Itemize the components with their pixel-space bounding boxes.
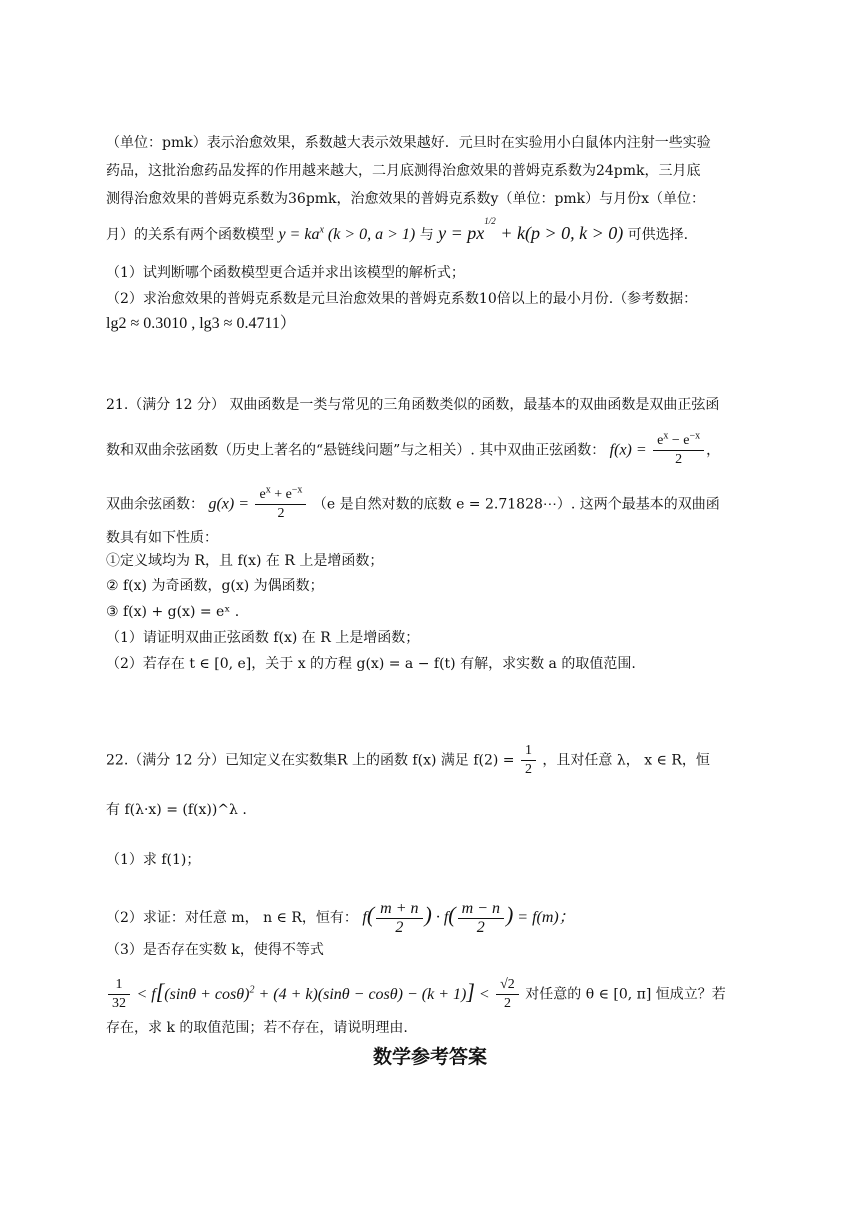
q22-part-1: （1）求 f(1)；	[106, 852, 201, 868]
answer-section-title: 数学参考答案	[372, 1046, 487, 1068]
q20-models-connector: 与	[419, 227, 434, 243]
q21-line-2: 数和双曲余弦函数（历史上著名的“悬链线问题”与之相关）. 其中双曲正弦函数： f(x) = $\frac{e^x - e^{-x}}{2}$ ，	[106, 430, 721, 467]
q21-part-2: （2）若存在 t ∈ [0, e]，关于 x 的方程 g(x) = a − f(t) 有解，求实数 a 的取值范围.	[106, 656, 636, 672]
q21-property-1: ①定义域均为 R，且 f(x) 在 R 上是增函数；	[106, 553, 384, 569]
q20-line-4	[106, 216, 760, 245]
q22-last-line: 存在，求 k 的取值范围；若不存在，请说明理由.	[106, 1020, 408, 1036]
q21-sinh-intro: 数和双曲余弦函数（历史上著名的“悬链线问题”与之相关）. 其中双曲正弦函数：	[106, 442, 606, 459]
q21-sinh-fraction: $\frac{e^x - e^{-x}}{2}$	[653, 432, 704, 469]
q21-line-3	[106, 486, 760, 523]
q22-lower-bound: $\frac{1}{32}$	[108, 976, 130, 1013]
q20-models-tail: 可供选择.	[627, 227, 689, 243]
q22-part-3: （3）是否存在实数 k，使得不等式	[106, 942, 324, 958]
q20-line-2: 药品，这批治愈药品发挥的作用越来越大，二月底测得治愈效果的普姆克系数为24pmk，三月底	[106, 163, 701, 179]
q22-inequality-line	[106, 976, 760, 1013]
q22-intro: 22.（满分 12 分）已知定义在实数集R 上的函数 f(x) 满足 f(2) =	[106, 752, 515, 769]
q20-line-1: （单位：pmk）表示治愈效果，系数越大表示效果越好．元旦时在实验用小白鼠体内注射一些实验	[106, 135, 711, 151]
q22-upper-bound: $\frac{√2}{2}$	[496, 976, 519, 1013]
q20-part-1: （1）试判断哪个函数模型更合适并求出该模型的解析式；	[106, 265, 465, 281]
q21-line-4: 数具有如下性质：	[106, 530, 218, 546]
q21-line-1: 21.（满分 12 分） 双曲函数是一类与常见的三角函数类似的函数，最基本的双曲函数是双曲正弦函	[106, 397, 720, 413]
q22-inequality: < $f[(\sin\theta + \cos\theta)^2 + (4 + k)(\sin\theta - \cos\theta) - (k + 1)]$ <	[136, 978, 490, 1004]
q22-half-fraction: $\frac{1}{2}$	[521, 742, 536, 779]
q20-line-3: 测得治愈效果的普姆克系数为36pmk，治愈效果的普姆克系数y（单位：pmk）与月份x（单位：	[106, 191, 706, 207]
q21-cosh-intro: 双曲余弦函数：	[106, 496, 204, 513]
q21-cosh-formula: g(x) =	[208, 495, 250, 513]
q21-cosh-fraction: $\frac{e^x + e^{-x}}{2}$	[255, 486, 306, 523]
q21-part-1: （1）请证明双曲正弦函数 f(x) 在 R 上是增函数；	[106, 630, 420, 646]
q20-models-intro: 月）的关系有两个函数模型	[106, 227, 274, 243]
q20-model-1: $y = ka^x$ (k > 0, a > 1)	[278, 224, 416, 243]
q21-sinh-formula: f(x) =	[609, 441, 647, 459]
q22-line-2: 有 f(λ·x) = (f(x))^λ .	[106, 802, 247, 818]
q22-part-2	[106, 900, 760, 937]
q22-inequality-tail: 对任意的 θ ∈ [0, π] 恒成立？若	[525, 986, 726, 1003]
q22-part-2-formula: f( $\frac{m + n}{2}$ ) · f( $\frac{m - n}{2}$ ) = f(m)；	[362, 900, 575, 936]
q22-line-1	[106, 742, 760, 779]
q21-property-2: ② f(x) 为奇函数，g(x) 为偶函数；	[106, 578, 324, 594]
q22-part-2-intro: （2）求证：对任意 m， n ∈ R，恒有：	[106, 910, 358, 927]
q20-part-2: （2）求治愈效果的普姆克系数是元旦治愈效果的普姆克系数10倍以上的最小月份.（参考数据：	[106, 291, 698, 307]
q21-e-definition: （e 是自然对数的底数 e = 2.71828⋯）. 这两个最基本的双曲函	[312, 496, 720, 513]
q22-intro-tail: ，且对任意 λ， x ∈ R，恒	[542, 752, 710, 769]
q20-reference-data: lg2 ≈ 0.3010 , lg3 ≈ 0.4711）	[106, 315, 296, 332]
q21-property-3: ③ f(x) + g(x) = eˣ .	[106, 604, 240, 620]
q20-model-2: $y = px^{1/2} + k(p > 0$, k > 0)	[438, 216, 624, 243]
